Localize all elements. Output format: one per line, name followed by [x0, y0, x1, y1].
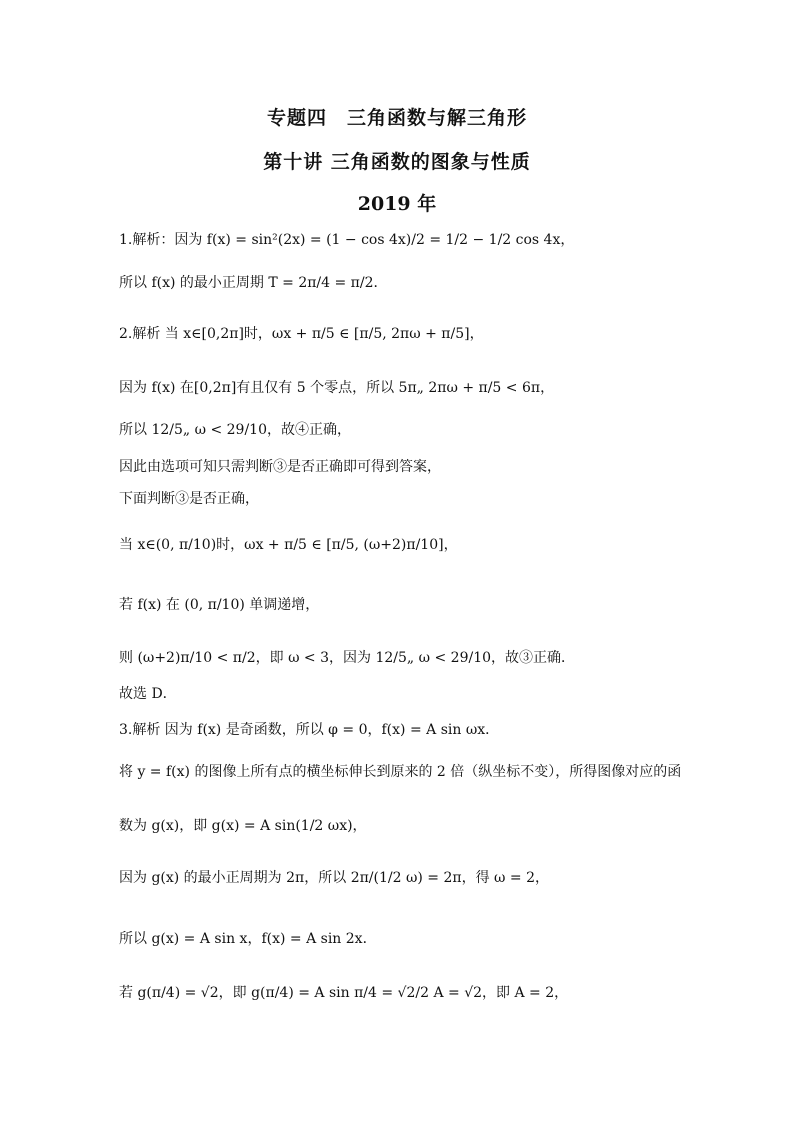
solution-line-13: 将 y = f(x) 的图像上所有点的横坐标伸长到原来的 2 倍（纵坐标不变），所得图像对应的函 [119, 764, 682, 780]
solution-line-1: 1.解析：因为 f(x) = sin²(2x) = (1 − cos 4x)/2 = 1/2 − 1/2 cos 4x， [119, 232, 575, 248]
solution-line-12: 3.解析 因为 f(x) 是奇函数，所以 φ = 0，f(x) = A sin ωx． [119, 722, 500, 738]
solution-line-16: 所以 g(x) = A sin x，f(x) = A sin 2x． [119, 931, 377, 947]
solution-line-9: 若 f(x) 在 (0, π/10) 单调递增， [119, 597, 320, 613]
solution-line-11: 故选 D． [119, 686, 177, 702]
solution-line-2: 所以 f(x) 的最小正周期 T = 2π/4 = π/2． [119, 275, 388, 291]
solution-line-3: 2.解析 当 x∈[0,2π]时，ωx + π/5 ∈ [π/5, 2πω + π/5]， [119, 326, 484, 342]
solution-line-8: 当 x∈(0, π/10)时，ωx + π/5 ∈ [π/5, (ω+2)π/10]， [119, 537, 458, 553]
solution-line-10: 则 (ω+2)π/10 < π/2，即 ω < 3，因为 12/5„ ω < 29/10，故③正确． [119, 650, 576, 666]
solution-line-7: 下面判断③是否正确， [119, 491, 259, 507]
solution-line-14: 数为 g(x)，即 g(x) = A sin(1/2 ωx)， [119, 818, 367, 834]
solution-line-5: 所以 12/5„ ω < 29/10，故④正确， [119, 422, 351, 438]
solution-line-4: 因为 f(x) 在[0,2π]有且仅有 5 个零点，所以 5π„ 2πω + π/5 < 6π， [119, 380, 555, 396]
lecture-heading: 第十讲 三角函数的图象与性质 [263, 151, 531, 173]
solution-line-17: 若 g(π/4) = √2，即 g(π/4) = A sin π/4 = √2/2 A = √2，即 A = 2， [119, 985, 569, 1001]
solution-line-6: 因此由选项可知只需判断③是否正确即可得到答案， [119, 459, 441, 475]
year-heading: 2019 年 [357, 193, 437, 215]
topic-heading: 专题四 三角函数与解三角形 [266, 107, 527, 129]
solution-line-15: 因为 g(x) 的最小正周期为 2π，所以 2π/(1/2 ω) = 2π，得 ω = 2， [119, 870, 549, 886]
